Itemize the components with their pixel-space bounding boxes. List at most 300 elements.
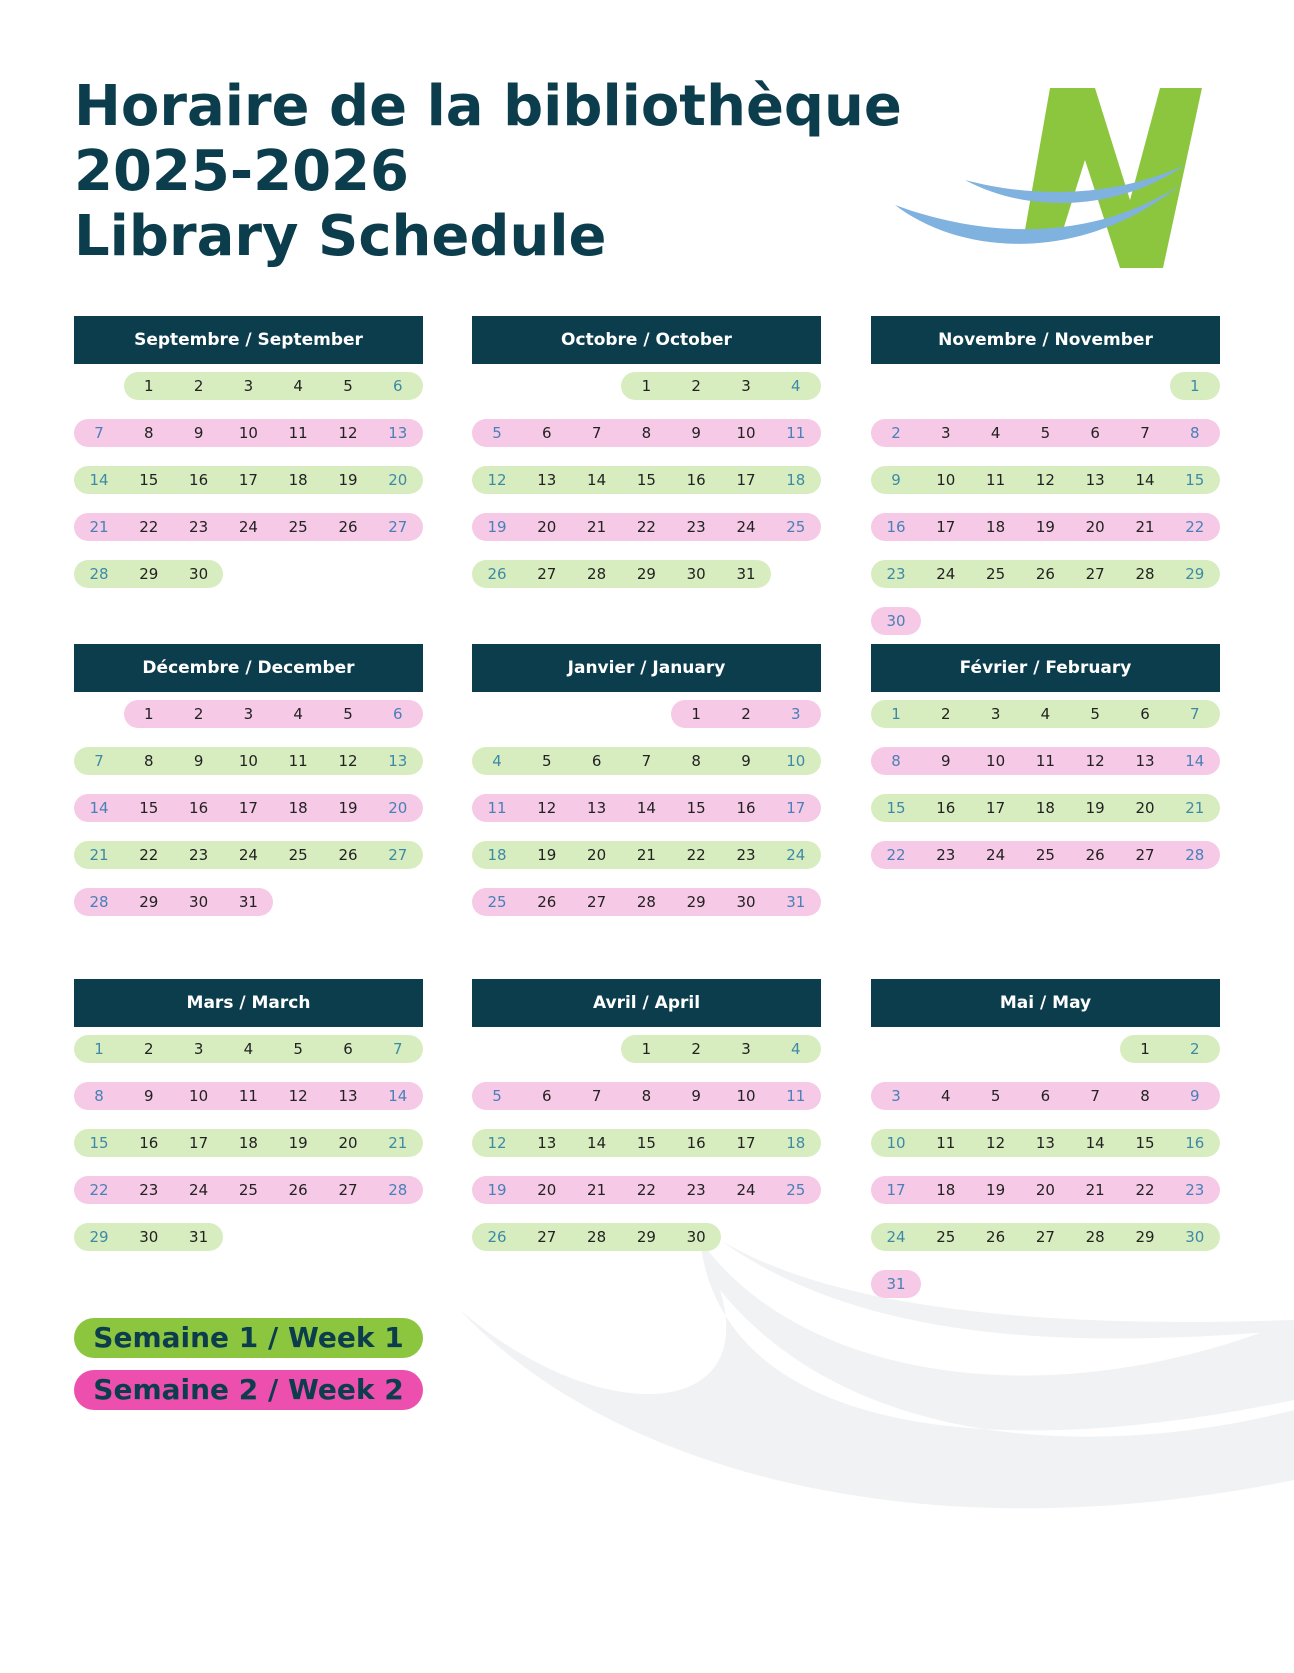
- day-cell: 1: [691, 705, 701, 723]
- day-cell: 19: [537, 846, 557, 864]
- day-cell: 1: [94, 1040, 104, 1058]
- day-cell: 29: [89, 1228, 109, 1246]
- day-cell: 21: [1085, 1181, 1105, 1199]
- day-cell: 10: [886, 1134, 906, 1152]
- day-cell: 6: [542, 1087, 552, 1105]
- day-cell: 11: [986, 471, 1006, 489]
- day-cell: 15: [139, 471, 159, 489]
- day-cell: 21: [1185, 799, 1205, 817]
- day-cell: 19: [986, 1181, 1006, 1199]
- day-cell: 2: [193, 705, 204, 723]
- day-cell: 28: [1135, 565, 1155, 583]
- day-cell: 16: [886, 518, 906, 536]
- day-cell: 11: [936, 1134, 956, 1152]
- day-cell: 14: [1185, 752, 1205, 770]
- day-cell: 26: [487, 565, 507, 583]
- month-april: [472, 979, 821, 1251]
- day-cell: 22: [1185, 518, 1205, 536]
- day-cell: 11: [238, 1087, 258, 1105]
- day-cell: 2: [741, 705, 751, 723]
- day-cell: 27: [388, 518, 408, 536]
- day-cell: 3: [741, 1040, 751, 1058]
- day-cell: 26: [1085, 846, 1105, 864]
- week-row: [871, 1176, 1220, 1204]
- day-cell: 15: [1135, 1134, 1155, 1152]
- day-cell: 27: [1035, 1228, 1055, 1246]
- day-cell: 7: [94, 752, 104, 770]
- day-cell: 23: [686, 518, 706, 536]
- day-cell: 26: [338, 518, 358, 536]
- day-cell: 15: [636, 471, 656, 489]
- month-header: Mars / March: [74, 979, 423, 1027]
- month-december: [74, 644, 423, 916]
- day-cell: 19: [288, 1134, 308, 1152]
- day-cell: 22: [886, 846, 906, 864]
- day-cell: 10: [786, 752, 806, 770]
- title-line-en: Library Schedule: [74, 204, 607, 269]
- week-row: [472, 1035, 821, 1063]
- day-cell: 14: [388, 1087, 408, 1105]
- day-cell: 7: [591, 424, 602, 442]
- day-cell: 24: [189, 1181, 209, 1199]
- day-cell: 6: [393, 705, 403, 723]
- day-cell: 27: [537, 565, 557, 583]
- day-cell: 4: [990, 424, 1001, 442]
- day-cell: 25: [288, 846, 308, 864]
- day-cell: 21: [1135, 518, 1155, 536]
- month-header: Janvier / January: [472, 644, 821, 692]
- day-cell: 22: [636, 1181, 656, 1199]
- week-row: [74, 747, 423, 775]
- day-cell: 11: [1035, 752, 1055, 770]
- day-cell: 29: [686, 893, 706, 911]
- day-cell: 18: [986, 518, 1006, 536]
- week-row: [74, 1035, 423, 1063]
- day-cell: 27: [388, 846, 408, 864]
- week-row: [871, 560, 1220, 588]
- week-row: [74, 1129, 423, 1157]
- day-cell: 3: [243, 377, 254, 395]
- day-cell: 17: [189, 1134, 209, 1152]
- month-march: [74, 979, 423, 1251]
- month-header: Décembre / December: [74, 644, 423, 692]
- month-header: Février / February: [871, 644, 1220, 692]
- day-cell: 4: [293, 377, 303, 395]
- day-cell: 14: [587, 471, 607, 489]
- day-cell: 14: [89, 799, 109, 817]
- day-cell: 3: [791, 705, 801, 723]
- day-cell: 20: [338, 1134, 358, 1152]
- day-cell: 27: [1085, 565, 1105, 583]
- day-cell: 13: [388, 752, 408, 770]
- day-cell: 8: [144, 424, 154, 442]
- week-row: [871, 466, 1220, 494]
- day-cell: 6: [542, 424, 552, 442]
- day-cell: 10: [238, 752, 258, 770]
- week-row: [74, 560, 423, 588]
- day-cell: 2: [941, 705, 951, 723]
- week-row: [871, 607, 1220, 635]
- week-legend: [74, 1318, 423, 1422]
- week-row: [871, 700, 1220, 728]
- day-cell: 5: [492, 424, 502, 442]
- day-cell: 15: [886, 799, 906, 817]
- day-cell: 12: [288, 1087, 308, 1105]
- day-cell: 8: [641, 1087, 652, 1105]
- week-row: [871, 513, 1220, 541]
- day-cell: 19: [1085, 799, 1105, 817]
- day-cell: 17: [736, 471, 756, 489]
- day-cell: 12: [537, 799, 557, 817]
- day-cell: 31: [786, 893, 806, 911]
- day-cell: 26: [487, 1228, 507, 1246]
- month-header: Novembre / November: [871, 316, 1220, 364]
- day-cell: 20: [388, 799, 408, 817]
- day-cell: 31: [736, 565, 756, 583]
- week-row: [74, 700, 423, 728]
- day-cell: 28: [388, 1181, 408, 1199]
- week-row: [472, 841, 821, 869]
- day-cell: 23: [886, 565, 906, 583]
- day-cell: 31: [238, 893, 258, 911]
- week-row: [871, 419, 1220, 447]
- day-cell: 22: [686, 846, 706, 864]
- day-cell: 7: [591, 1087, 602, 1105]
- day-cell: 17: [936, 518, 956, 536]
- day-cell: 5: [293, 1040, 303, 1058]
- day-cell: 2: [891, 424, 901, 442]
- week-row: [74, 372, 423, 400]
- week-row: [871, 1270, 1220, 1298]
- day-cell: 24: [238, 518, 258, 536]
- day-cell: 16: [936, 799, 956, 817]
- day-cell: 8: [1190, 424, 1200, 442]
- day-cell: 7: [94, 424, 104, 442]
- day-cell: 4: [243, 1040, 254, 1058]
- day-cell: 13: [338, 1087, 358, 1105]
- day-cell: 20: [537, 518, 557, 536]
- day-cell: 4: [293, 705, 303, 723]
- month-september: [74, 316, 423, 588]
- day-cell: 10: [736, 424, 756, 442]
- day-cell: 25: [487, 893, 507, 911]
- day-cell: 26: [338, 846, 358, 864]
- day-cell: 9: [1190, 1087, 1200, 1105]
- day-cell: 5: [1090, 705, 1100, 723]
- day-cell: 5: [1040, 424, 1051, 442]
- day-cell: 19: [338, 471, 358, 489]
- week-row: [472, 513, 821, 541]
- day-cell: 24: [786, 846, 806, 864]
- day-cell: 13: [537, 1134, 557, 1152]
- day-cell: 21: [587, 518, 607, 536]
- week-row: [871, 1223, 1220, 1251]
- day-cell: 18: [238, 1134, 258, 1152]
- week-row: [74, 1223, 423, 1251]
- day-cell: 19: [487, 1181, 507, 1199]
- day-cell: 1: [1190, 377, 1200, 395]
- day-cell: 6: [1140, 705, 1150, 723]
- week-row: [74, 841, 423, 869]
- week-row: [472, 372, 821, 400]
- month-october: [472, 316, 821, 588]
- day-cell: 8: [891, 752, 901, 770]
- day-cell: 12: [338, 752, 358, 770]
- day-cell: 20: [1035, 1181, 1055, 1199]
- day-cell: 9: [691, 1087, 701, 1105]
- day-cell: 7: [1090, 1087, 1100, 1105]
- day-cell: 18: [487, 846, 507, 864]
- day-cell: 9: [193, 424, 204, 442]
- day-cell: 7: [1140, 424, 1150, 442]
- day-cell: 4: [1040, 705, 1051, 723]
- day-cell: 6: [1090, 424, 1100, 442]
- day-cell: 10: [238, 424, 258, 442]
- day-cell: 17: [238, 799, 258, 817]
- day-cell: 5: [542, 752, 552, 770]
- day-cell: 14: [587, 1134, 607, 1152]
- day-cell: 16: [189, 799, 209, 817]
- day-cell: 9: [193, 752, 204, 770]
- day-cell: 17: [886, 1181, 906, 1199]
- day-cell: 23: [936, 846, 956, 864]
- day-cell: 16: [1185, 1134, 1205, 1152]
- day-cell: 13: [1135, 752, 1155, 770]
- day-cell: 8: [144, 752, 154, 770]
- legend-week-1: Semaine 1 / Week 1: [74, 1318, 423, 1358]
- day-cell: 28: [1085, 1228, 1105, 1246]
- day-cell: 6: [591, 752, 602, 770]
- day-cell: 5: [343, 705, 353, 723]
- day-cell: 9: [941, 752, 951, 770]
- title-line-year: 2025-2026: [74, 139, 409, 204]
- day-cell: 21: [636, 846, 656, 864]
- day-cell: 18: [1035, 799, 1055, 817]
- day-cell: 2: [691, 1040, 701, 1058]
- day-cell: 3: [193, 1040, 204, 1058]
- day-cell: 29: [1135, 1228, 1155, 1246]
- week-row: [74, 419, 423, 447]
- day-cell: 27: [338, 1181, 358, 1199]
- day-cell: 26: [537, 893, 557, 911]
- week-row: [74, 1176, 423, 1204]
- day-cell: 1: [144, 377, 154, 395]
- day-cell: 14: [89, 471, 109, 489]
- day-cell: 31: [886, 1275, 906, 1293]
- day-cell: 22: [139, 518, 159, 536]
- day-cell: 3: [891, 1087, 901, 1105]
- day-cell: 16: [736, 799, 756, 817]
- day-cell: 25: [238, 1181, 258, 1199]
- day-cell: 26: [986, 1228, 1006, 1246]
- day-cell: 1: [641, 1040, 652, 1058]
- day-cell: 21: [388, 1134, 408, 1152]
- day-cell: 2: [1190, 1040, 1200, 1058]
- week-row: [871, 1129, 1220, 1157]
- day-cell: 1: [1140, 1040, 1150, 1058]
- day-cell: 5: [492, 1087, 502, 1105]
- day-cell: 25: [986, 565, 1006, 583]
- day-cell: 6: [343, 1040, 353, 1058]
- day-cell: 21: [89, 518, 109, 536]
- day-cell: 30: [686, 565, 706, 583]
- day-cell: 28: [89, 893, 109, 911]
- day-cell: 7: [1190, 705, 1200, 723]
- day-cell: 29: [139, 893, 159, 911]
- day-cell: 1: [144, 705, 154, 723]
- week-row: [472, 1129, 821, 1157]
- week-row: [871, 1035, 1220, 1063]
- page-title: [74, 74, 902, 269]
- day-cell: 23: [1185, 1181, 1205, 1199]
- day-cell: 23: [736, 846, 756, 864]
- day-cell: 20: [587, 846, 607, 864]
- day-cell: 16: [139, 1134, 159, 1152]
- day-cell: 3: [243, 705, 254, 723]
- day-cell: 12: [986, 1134, 1006, 1152]
- day-cell: 10: [936, 471, 956, 489]
- day-cell: 15: [686, 799, 706, 817]
- day-cell: 26: [288, 1181, 308, 1199]
- day-cell: 28: [1185, 846, 1205, 864]
- day-cell: 30: [886, 612, 906, 630]
- day-cell: 19: [1035, 518, 1055, 536]
- day-cell: 9: [741, 752, 751, 770]
- month-january: [472, 644, 821, 916]
- day-cell: 28: [587, 565, 607, 583]
- n-letter-wave-logo-icon: [880, 80, 1220, 280]
- day-cell: 17: [238, 471, 258, 489]
- day-cell: 23: [189, 846, 209, 864]
- day-cell: 11: [786, 1087, 806, 1105]
- day-cell: 24: [936, 565, 956, 583]
- day-cell: 22: [139, 846, 159, 864]
- day-cell: 27: [1135, 846, 1155, 864]
- day-cell: 6: [1040, 1087, 1051, 1105]
- week-row: [871, 1082, 1220, 1110]
- week-row: [871, 372, 1220, 400]
- month-may: [871, 979, 1220, 1298]
- day-cell: 10: [736, 1087, 756, 1105]
- day-cell: 12: [1085, 752, 1105, 770]
- day-cell: 2: [144, 1040, 154, 1058]
- day-cell: 16: [686, 1134, 706, 1152]
- day-cell: 12: [1035, 471, 1055, 489]
- day-cell: 3: [990, 705, 1001, 723]
- day-cell: 13: [1085, 471, 1105, 489]
- day-cell: 11: [786, 424, 806, 442]
- day-cell: 13: [1035, 1134, 1055, 1152]
- day-cell: 31: [189, 1228, 209, 1246]
- day-cell: 20: [388, 471, 408, 489]
- week-row: [74, 888, 423, 916]
- day-cell: 30: [686, 1228, 706, 1246]
- day-cell: 10: [986, 752, 1006, 770]
- day-cell: 15: [1185, 471, 1205, 489]
- day-cell: 4: [492, 752, 502, 770]
- day-cell: 24: [986, 846, 1006, 864]
- month-header: Avril / April: [472, 979, 821, 1027]
- week-row: [871, 841, 1220, 869]
- day-cell: 12: [338, 424, 358, 442]
- day-cell: 8: [691, 752, 701, 770]
- day-cell: 22: [89, 1181, 109, 1199]
- day-cell: 11: [487, 799, 507, 817]
- day-cell: 14: [636, 799, 656, 817]
- day-cell: 18: [936, 1181, 956, 1199]
- day-cell: 4: [791, 1040, 801, 1058]
- day-cell: 14: [1085, 1134, 1105, 1152]
- day-cell: 27: [587, 893, 607, 911]
- day-cell: 22: [636, 518, 656, 536]
- day-cell: 6: [393, 377, 403, 395]
- day-cell: 23: [139, 1181, 159, 1199]
- day-cell: 20: [537, 1181, 557, 1199]
- day-cell: 23: [686, 1181, 706, 1199]
- day-cell: 25: [936, 1228, 956, 1246]
- day-cell: 24: [238, 846, 258, 864]
- month-header: Septembre / September: [74, 316, 423, 364]
- month-november: [871, 316, 1220, 635]
- day-cell: 4: [941, 1087, 951, 1105]
- week-row: [472, 888, 821, 916]
- day-cell: 30: [736, 893, 756, 911]
- week-row: [871, 747, 1220, 775]
- day-cell: 7: [393, 1040, 403, 1058]
- week-row: [472, 1223, 821, 1251]
- day-cell: 8: [1140, 1087, 1150, 1105]
- day-cell: 22: [1135, 1181, 1155, 1199]
- day-cell: 28: [636, 893, 656, 911]
- day-cell: 25: [786, 1181, 806, 1199]
- day-cell: 15: [89, 1134, 109, 1152]
- day-cell: 7: [641, 752, 652, 770]
- day-cell: 27: [537, 1228, 557, 1246]
- day-cell: 5: [990, 1087, 1001, 1105]
- day-cell: 25: [288, 518, 308, 536]
- day-cell: 17: [986, 799, 1006, 817]
- day-cell: 12: [487, 471, 507, 489]
- day-cell: 17: [736, 1134, 756, 1152]
- day-cell: 24: [736, 1181, 756, 1199]
- day-cell: 26: [1035, 565, 1055, 583]
- day-cell: 9: [691, 424, 701, 442]
- day-cell: 8: [94, 1087, 104, 1105]
- day-cell: 28: [587, 1228, 607, 1246]
- day-cell: 11: [288, 752, 308, 770]
- week-row: [74, 1082, 423, 1110]
- week-row: [74, 513, 423, 541]
- day-cell: 30: [189, 565, 209, 583]
- day-cell: 18: [786, 471, 806, 489]
- week-row: [472, 1176, 821, 1204]
- day-cell: 25: [1035, 846, 1055, 864]
- day-cell: 13: [388, 424, 408, 442]
- day-cell: 3: [941, 424, 951, 442]
- day-cell: 28: [89, 565, 109, 583]
- day-cell: 29: [636, 1228, 656, 1246]
- day-cell: 29: [1185, 565, 1205, 583]
- day-cell: 23: [189, 518, 209, 536]
- day-cell: 11: [288, 424, 308, 442]
- day-cell: 16: [686, 471, 706, 489]
- week-row: [871, 794, 1220, 822]
- month-february: [871, 644, 1220, 869]
- week-row: [472, 747, 821, 775]
- day-cell: 21: [587, 1181, 607, 1199]
- day-cell: 20: [1135, 799, 1155, 817]
- day-cell: 4: [791, 377, 801, 395]
